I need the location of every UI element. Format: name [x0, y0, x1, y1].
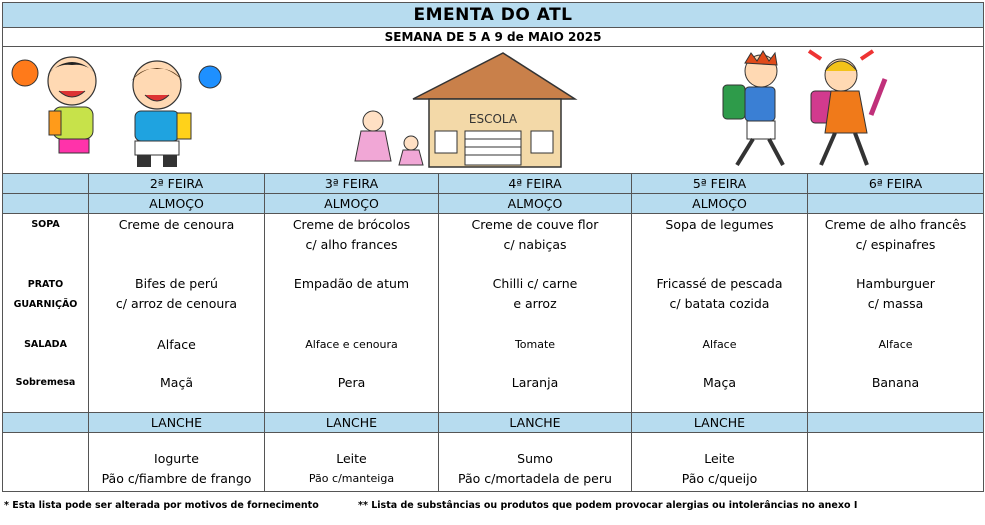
snack-wednesday — [439, 433, 632, 492]
main-dish-line: Hamburguer — [856, 276, 935, 291]
snack-tuesday — [265, 433, 439, 492]
meal-label: ALMOÇO — [265, 194, 439, 214]
row-labels — [3, 214, 89, 413]
dessert: Laranja — [511, 375, 559, 390]
day-header: 4ª FEIRA — [439, 174, 632, 194]
dessert: Pera — [337, 375, 366, 390]
main-dish-line: Empadão de atum — [293, 276, 410, 291]
menu-sheet — [2, 2, 983, 492]
snack-line: Pão c/queijo — [681, 471, 758, 486]
meal-label: ALMOÇO — [439, 194, 632, 214]
footnote-supply: * Esta lista pode ser alterada por motivos de fornecimento — [4, 500, 319, 511]
salad: Alface — [702, 338, 737, 351]
day-header: 5ª FEIRA — [632, 174, 808, 194]
school-illustration — [343, 51, 583, 171]
main-dish-line: c/ batata cozida — [669, 296, 770, 311]
day-menu-wednesday — [439, 214, 632, 413]
snack-line: Iogurte — [154, 451, 199, 466]
day-menu-friday — [808, 214, 984, 413]
snack-label — [808, 413, 984, 433]
soup-line: c/ espinafres — [855, 237, 936, 252]
page-title: EMENTA DO ATL — [3, 3, 984, 28]
snack-line: Pão c/manteiga — [308, 472, 395, 485]
salad: Alface — [157, 337, 196, 352]
main-dish-line: Bifes de perú — [135, 276, 218, 291]
snack-line: Pão c/fiambre de frango — [101, 471, 252, 486]
corner-cell — [3, 413, 89, 433]
soup-line: Creme de cenoura — [118, 217, 235, 232]
corner-cell — [3, 433, 89, 492]
day-menu-thursday — [632, 214, 808, 413]
salad: Tomate — [514, 338, 556, 351]
kids-illustration-left — [7, 51, 222, 171]
dessert: Banana — [871, 375, 920, 390]
school-label: ESCOLA — [468, 112, 518, 126]
snack-label: LANCHE — [89, 413, 265, 433]
dessert: Maçã — [160, 375, 193, 390]
menu-table — [2, 2, 984, 492]
snack-line: Leite — [336, 451, 367, 466]
snack-label: LANCHE — [439, 413, 632, 433]
main-dish-line: e arroz — [513, 296, 557, 311]
main-dish-line: c/ arroz de cenoura — [115, 296, 238, 311]
soup-line: c/ nabiças — [503, 237, 567, 252]
label-sopa: SOPA — [31, 219, 60, 230]
label-prato: PRATO — [27, 279, 64, 290]
snack-label: LANCHE — [265, 413, 439, 433]
main-dish-line: Chilli c/ carne — [492, 276, 578, 291]
meal-label: ALMOÇO — [632, 194, 808, 214]
snack-label: LANCHE — [632, 413, 808, 433]
soup-line: Sopa de legumes — [665, 217, 774, 232]
corner-cell — [3, 174, 89, 194]
label-salada: SALADA — [24, 339, 67, 350]
soup-line: c/ alho frances — [305, 237, 398, 252]
day-header: 2ª FEIRA — [89, 174, 265, 194]
soup-line: Creme de alho francês — [824, 217, 967, 232]
dessert: Maça — [703, 375, 736, 390]
snack-line: Sumo — [517, 451, 553, 466]
label-sobremesa: Sobremesa — [15, 377, 76, 388]
meal-label — [808, 194, 984, 214]
kids-illustration-right — [713, 49, 893, 171]
day-menu-monday — [89, 214, 265, 413]
label-guarnicao: GUARNIÇÃO — [13, 299, 78, 310]
meal-label: ALMOÇO — [89, 194, 265, 214]
illustration-banner — [3, 47, 984, 174]
salad: Alface e cenoura — [305, 338, 398, 351]
main-dish-line: Fricassé de pescada — [656, 276, 783, 291]
footnote-allergens: ** Lista de substâncias ou produtos que podem provocar alergias ou intolerâncias no anexo I — [358, 500, 858, 511]
snack-line: Leite — [704, 451, 735, 466]
snack-friday — [808, 433, 984, 492]
day-header: 3ª FEIRA — [265, 174, 439, 194]
snack-line: Pão c/mortadela de peru — [458, 471, 612, 486]
week-subtitle: SEMANA DE 5 A 9 de MAIO 2025 — [3, 28, 984, 47]
day-menu-tuesday — [265, 214, 439, 413]
soup-line: Creme de brócolos — [292, 217, 411, 232]
corner-cell — [3, 194, 89, 214]
main-dish-line: c/ massa — [867, 296, 924, 311]
day-header: 6ª FEIRA — [808, 174, 984, 194]
snack-thursday — [632, 433, 808, 492]
soup-line: Creme de couve flor — [471, 217, 599, 232]
snack-monday — [89, 433, 265, 492]
salad: Alface — [878, 338, 913, 351]
